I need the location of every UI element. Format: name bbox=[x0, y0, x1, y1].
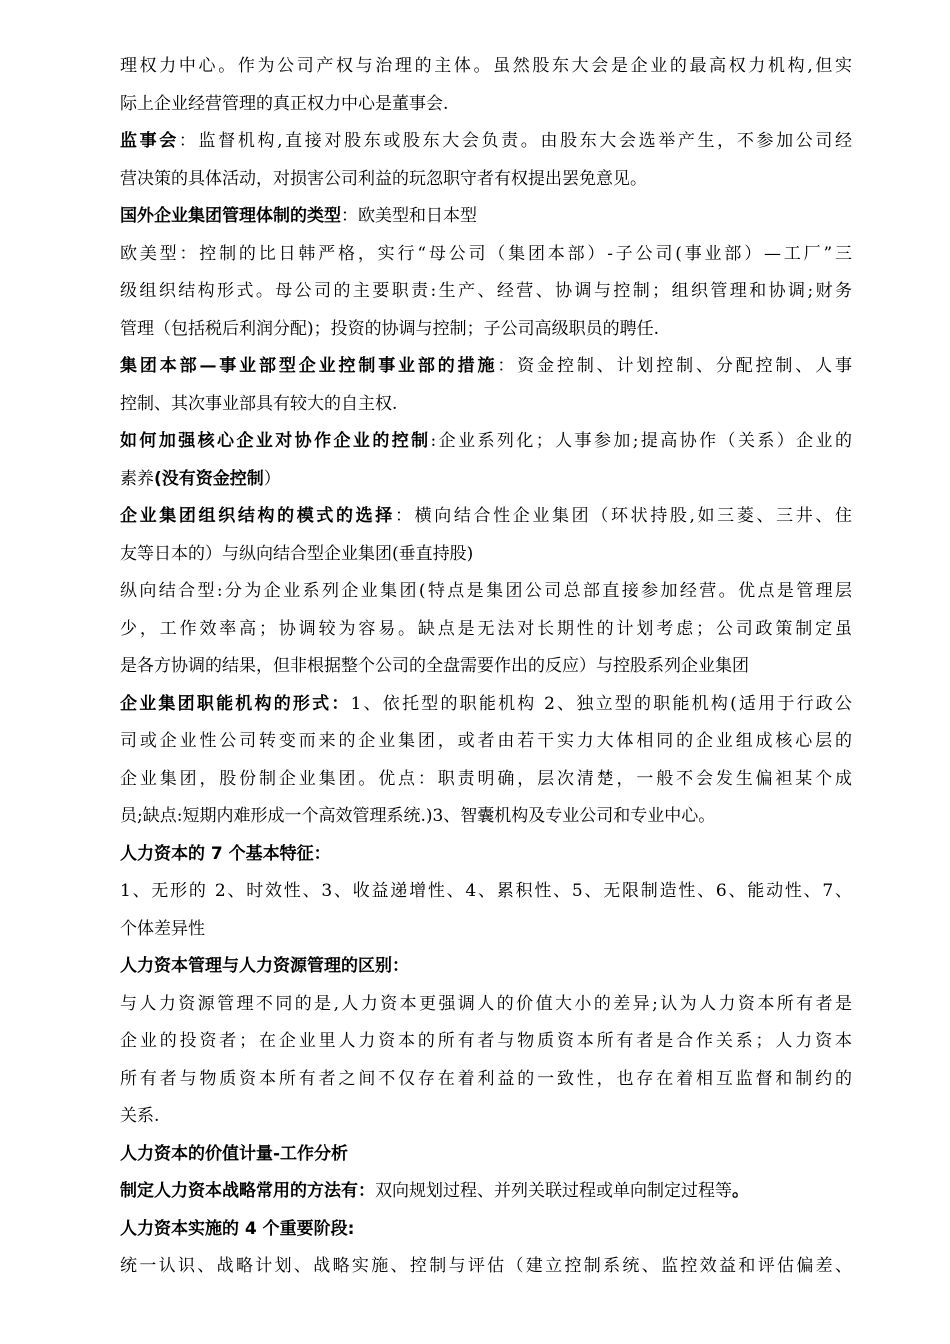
text-line bbox=[120, 348, 852, 386]
body-text: 际上企业经营管理的真正权力中心是董事会. bbox=[120, 93, 449, 114]
text-line bbox=[120, 161, 852, 199]
bold-heading-text: 监事会 bbox=[120, 131, 179, 151]
body-text: 司或企业性公司转变而来的企业集团，或者由若干实力大体相同的企业组成核心层的 bbox=[120, 731, 852, 751]
body-text: ：监督机构,直接对股东或股东大会负责。由股东大会选举产生，不参加公司经 bbox=[178, 131, 852, 151]
text-line bbox=[120, 761, 852, 799]
text-line bbox=[120, 686, 852, 724]
body-text: 素养 bbox=[120, 468, 154, 489]
text-line bbox=[120, 1173, 852, 1211]
body-text: 1、无形的 2、时效性、3、收益递增性、4、累积性、5、无限制造性、6、能动性、7、 bbox=[120, 881, 852, 901]
body-text: 与人力资源管理不同的是,人力资本更强调人的价值大小的差异;认为人力资本所有者是 bbox=[120, 993, 852, 1014]
bold-heading-text: (没有资金控制 bbox=[154, 468, 264, 489]
body-text: 控制、其次事业部具有较大的自主权. bbox=[120, 393, 398, 414]
body-text: ：资金控制、计划控制、分配控制、人事 bbox=[497, 356, 852, 376]
body-text: 理权力中心。作为公司产权与治理的主体。虽然股东大会是企业的最高权力机构,但实 bbox=[120, 56, 852, 76]
body-text: 双向规划过程、并列关联过程或单向制定过程等 bbox=[375, 1181, 732, 1201]
text-line bbox=[120, 648, 852, 686]
body-text: 关系. bbox=[120, 1106, 160, 1126]
text-line bbox=[120, 236, 852, 274]
text-line bbox=[120, 986, 852, 1024]
text-line bbox=[120, 798, 852, 836]
text-line bbox=[120, 86, 852, 124]
bold-heading-text: 制定人力资本战略常用的方法有： bbox=[120, 1181, 375, 1201]
bold-heading-text: 人力资本的 7 个基本特征： bbox=[120, 843, 331, 864]
text-line bbox=[120, 1136, 852, 1174]
body-text: 企业的投资者；在企业里人力资本的所有者与物质资本所有者是合作关系；人力资本 bbox=[120, 1031, 852, 1051]
text-line bbox=[120, 611, 852, 649]
bold-heading-text: 人力资本管理与人力资源管理的区别： bbox=[120, 956, 409, 976]
body-text: 少，工作效率高；协调较为容易。缺点是无法对长期性的计划考虑；公司政策制定虽 bbox=[120, 618, 852, 639]
text-line bbox=[120, 723, 852, 761]
body-text: 统一认识、战略计划、战略实施、控制与评估（建立控制系统、监控效益和评估偏差、 bbox=[120, 1256, 852, 1276]
body-text: 欧美型：控制的比日韩严格，实行“母公司（集团本部）-子公司(事业部）—工厂”三 bbox=[120, 243, 852, 264]
body-text: 1、依托型的职能机构 2、独立型的职能机构(适用于行政公 bbox=[350, 693, 852, 714]
bold-heading-text: 企业集团组织结构的模式的选择 bbox=[120, 506, 395, 526]
body-text: ：欧美型和日本型 bbox=[341, 206, 477, 226]
text-line bbox=[120, 273, 852, 311]
body-text: :企业系列化；人事参加;提高协作（关系）企业的 bbox=[430, 431, 852, 451]
text-line bbox=[120, 911, 852, 949]
body-text: 所有者与物质资本所有者之间不仅存在着利益的一致性，也存在着相互监督和制约的 bbox=[120, 1068, 852, 1089]
bold-heading-text: 人力资本的价值计量-工作分析 bbox=[120, 1143, 349, 1164]
text-line bbox=[120, 536, 852, 574]
text-line bbox=[120, 873, 852, 911]
text-line bbox=[120, 48, 852, 86]
text-line bbox=[120, 423, 852, 461]
body-text: 管理（包括税后利润分配)；投资的协调与控制；子公司高级职员的聘任. bbox=[120, 318, 660, 339]
text-line bbox=[120, 386, 852, 424]
text-line bbox=[120, 1098, 852, 1136]
text-line bbox=[120, 461, 852, 499]
body-text: 营决策的具体活动，对损害公司利益的玩忽职守者有权提出罢免意见。 bbox=[120, 168, 647, 189]
bold-heading-text: 企业集团职能机构的形式： bbox=[120, 693, 351, 714]
text-line bbox=[120, 123, 852, 161]
body-text: 个体差异性 bbox=[120, 918, 205, 939]
bold-heading-text: 集团本部—事业部型企业控制事业部的措施 bbox=[120, 356, 498, 376]
bold-heading-text: 。 bbox=[732, 1181, 749, 1201]
body-text: 是各方协调的结果，但非根据整个公司的全盘需要作出的反应）与控股系列企业集团 bbox=[120, 656, 749, 676]
text-line bbox=[120, 498, 852, 536]
body-text: 纵向结合型:分为企业系列企业集团(特点是集团公司总部直接参加经营。优点是管理层 bbox=[120, 581, 852, 601]
text-line bbox=[120, 948, 852, 986]
body-text: ） bbox=[263, 468, 281, 489]
text-line bbox=[120, 836, 852, 874]
text-line bbox=[120, 198, 852, 236]
bold-heading-text: 人力资本实施的 4 个重要阶段: bbox=[120, 1218, 355, 1239]
text-line bbox=[120, 1023, 852, 1061]
text-line bbox=[120, 573, 852, 611]
body-text: ：横向结合性企业集团（环状持股,如三菱、三井、住 bbox=[394, 506, 852, 526]
text-line bbox=[120, 1061, 852, 1099]
body-text: 员;缺点:短期内难形成一个高效管理系统.)3、智囊机构及专业公司和专业中心。 bbox=[120, 806, 716, 826]
text-line bbox=[120, 311, 852, 349]
text-line bbox=[120, 1211, 852, 1249]
body-text: 企业集团，股份制企业集团。优点：职责明确，层次清楚，一般不会发生偏袒某个成 bbox=[120, 768, 852, 789]
body-text: 级组织结构形式。母公司的主要职责:生产、经营、协调与控制；组织管理和协调;财务 bbox=[120, 281, 852, 301]
document-page bbox=[120, 48, 852, 1286]
bold-heading-text: 国外企业集团管理体制的类型 bbox=[120, 206, 341, 226]
bold-heading-text: 如何加强核心企业对协作企业的控制 bbox=[120, 431, 431, 451]
text-line bbox=[120, 1248, 852, 1286]
body-text: 友等日本的）与纵向结合型企业集团(垂直持股) bbox=[120, 543, 474, 564]
